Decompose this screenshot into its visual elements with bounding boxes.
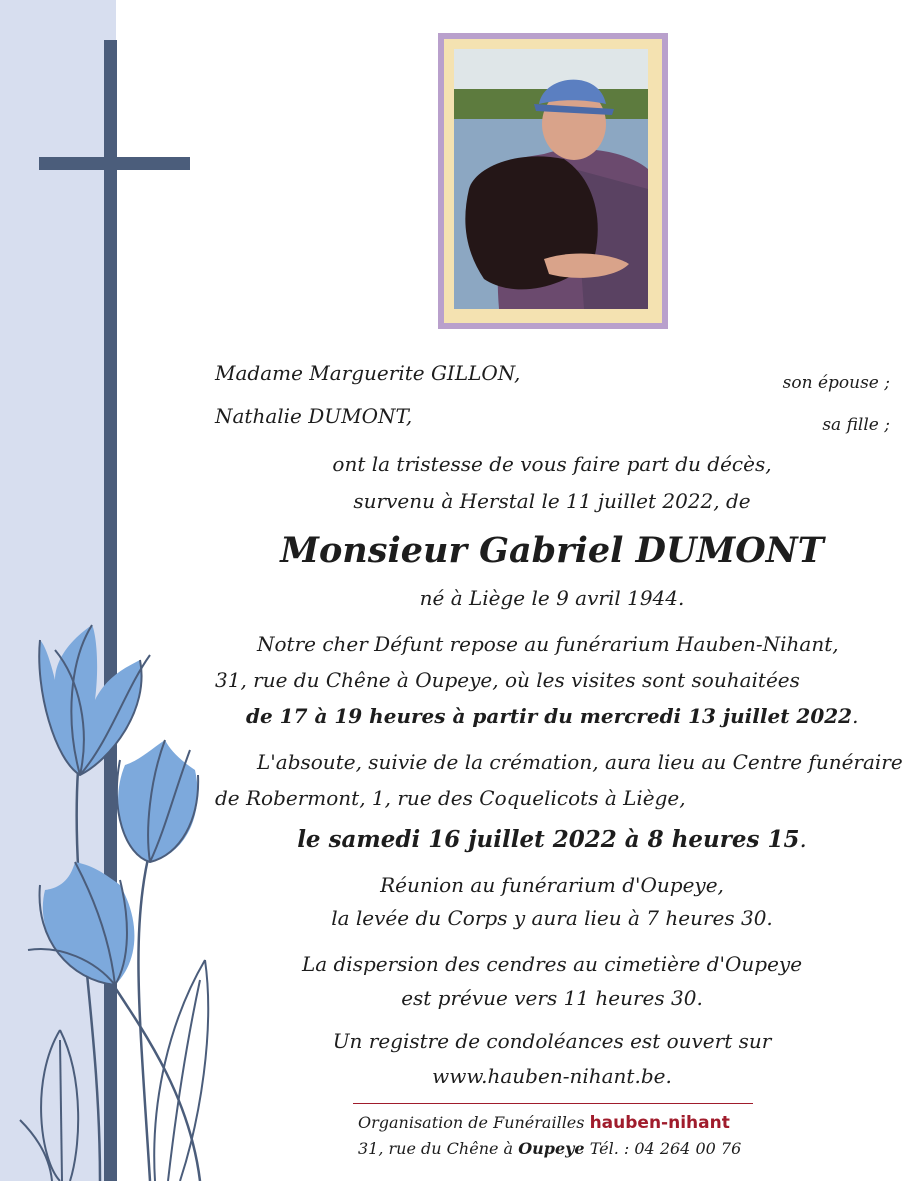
- visitation-hours-text: de 17 à 19 heures à partir du mercredi 13 juillet 2022: [246, 704, 853, 728]
- footer-town: Oupeye: [518, 1139, 585, 1158]
- footer-phone: Tél. : 04 264 00 76: [589, 1139, 742, 1158]
- ceremony-date: [215, 826, 889, 854]
- gathering-line-2: la levée du Corps y aura lieu à 7 heures 30.: [331, 906, 773, 930]
- footer-address: [358, 1139, 758, 1159]
- relative-name-2: Nathalie DUMONT,: [215, 404, 413, 428]
- relative-relation-2: sa fille ;: [822, 415, 890, 435]
- relative-relation-1: son épouse ;: [782, 373, 890, 393]
- announcement-line-2: survenu à Herstal le 11 juillet 2022, de: [353, 489, 751, 513]
- registry-line-1: Un registre de condoléances est ouvert sur: [332, 1029, 772, 1053]
- birth-info: né à Liège le 9 avril 1944.: [419, 586, 685, 610]
- portrait-frame: [438, 33, 668, 329]
- tulip-flower-2: [117, 740, 198, 862]
- ceremony-date-end: .: [799, 827, 807, 853]
- visitation-hours: [246, 704, 858, 728]
- tulip-flower-1: [39, 625, 150, 775]
- footer-divider: [353, 1103, 753, 1104]
- ashes-line-1: La dispersion des cendres au cimetière d'Oupeye: [301, 952, 803, 976]
- ashes-line-2: est prévue vers 11 heures 30.: [401, 986, 703, 1010]
- registry-url[interactable]: www.hauben-nihant.be.: [432, 1064, 672, 1088]
- announcement-line-1: ont la tristesse de vous faire part du décès,: [332, 452, 772, 476]
- cross-bar: [39, 157, 190, 170]
- portrait-photo: [454, 49, 652, 313]
- footer-org: [358, 1113, 758, 1133]
- ceremony-line-2: de Robermont, 1, rue des Coquelicots à Liège,: [215, 786, 686, 810]
- tulip-flower-3: [28, 862, 134, 985]
- footer-org-prefix: Organisation de Funérailles: [358, 1113, 585, 1132]
- visitation-line-2: 31, rue du Chêne à Oupeye, où les visites sont souhaitées: [215, 668, 800, 692]
- relative-name-1: Madame Marguerite GILLON,: [215, 361, 521, 385]
- ceremony-line-1: L'absoute, suivie de la crémation, aura lieu au Centre funéraire: [257, 750, 903, 774]
- footer-address-prefix: 31, rue du Chêne à: [358, 1139, 514, 1158]
- brand-logo: hauben-nihant: [589, 1113, 730, 1133]
- visitation-line-1: Notre cher Défunt repose au funérarium Hauben-Nihant,: [257, 632, 839, 656]
- ceremony-date-text: le samedi 16 juillet 2022 à 8 heures 15: [297, 826, 800, 853]
- deceased-name: Monsieur Gabriel DUMONT: [280, 530, 824, 571]
- tulip-illustration: [0, 600, 240, 1181]
- gathering-line-1: Réunion au funérarium d'Oupeye,: [380, 873, 724, 897]
- visitation-hours-end: .: [852, 704, 859, 728]
